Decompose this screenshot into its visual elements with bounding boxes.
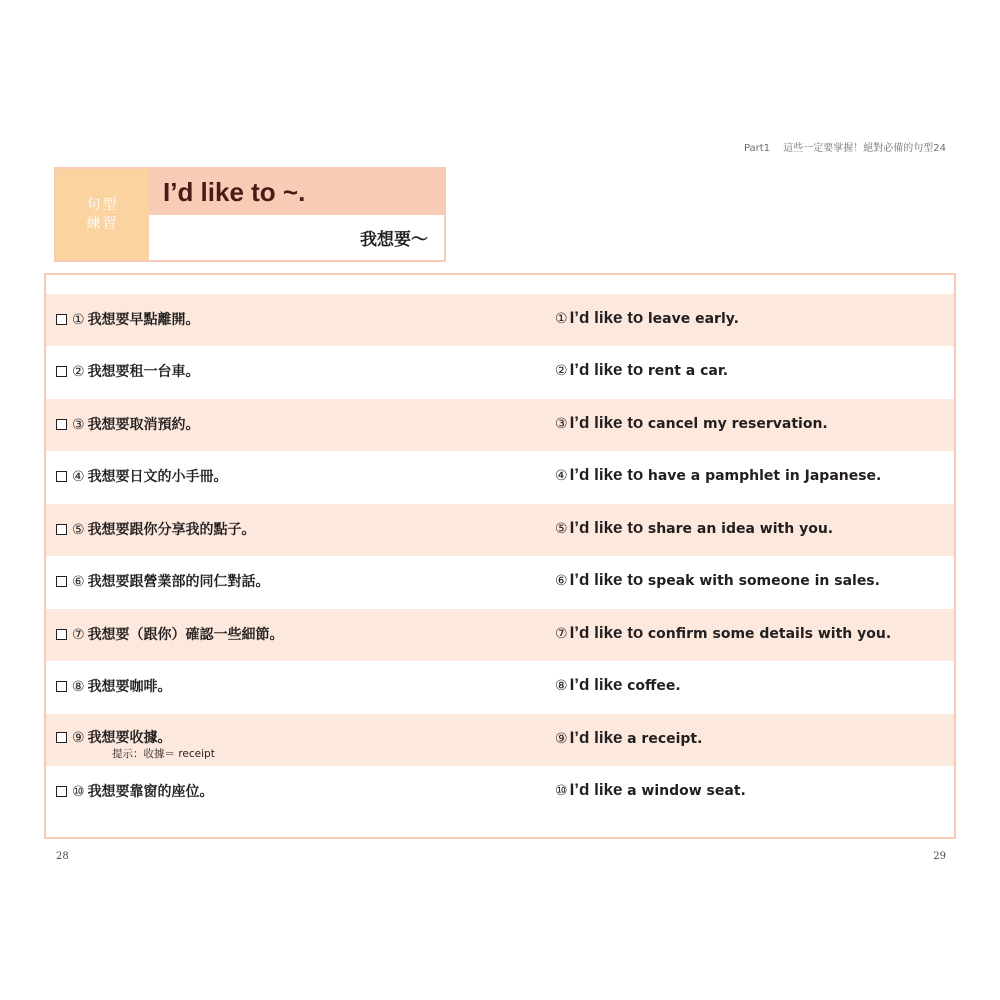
- item-number: ②: [72, 364, 85, 380]
- exercise-row: [46, 766, 954, 818]
- exercise-answer: [555, 570, 880, 590]
- exercise-row: [46, 399, 954, 451]
- running-header: [744, 139, 946, 154]
- chapter-subtitle: 這些一定要掌握！絕對必備的句型24: [783, 143, 946, 154]
- checkbox-icon[interactable]: [56, 786, 67, 797]
- answer-pattern: I’d like to: [569, 570, 644, 589]
- pattern-chinese: 我想要～: [360, 230, 428, 250]
- answer-pattern: I’d like to: [569, 623, 644, 642]
- answer-number: ②: [555, 363, 568, 379]
- answer-rest: coffee.: [627, 678, 681, 694]
- prompt-text: 我想要取消預約。: [87, 417, 200, 433]
- answer-number: ⑤: [555, 521, 568, 537]
- answer-rest: a receipt.: [627, 731, 703, 747]
- prompt-text: 我想要靠窗的座位。: [87, 784, 214, 800]
- exercise-prompt: [56, 727, 172, 747]
- pattern-english: I’d like to ~.: [149, 169, 444, 215]
- prompt-text: 我想要（跟你）確認一些細節。: [87, 627, 284, 643]
- item-number: ⑩: [72, 784, 85, 800]
- item-number: ⑨: [72, 730, 85, 746]
- exercise-row: [46, 504, 954, 556]
- answer-rest: leave early.: [647, 311, 739, 327]
- part-label: Part1: [743, 143, 771, 154]
- checkbox-icon[interactable]: [56, 524, 67, 535]
- answer-rest: share an idea with you.: [647, 521, 834, 537]
- answer-rest: a window seat.: [627, 783, 746, 799]
- exercise-answer: [555, 360, 728, 380]
- exercise-row: [46, 661, 954, 713]
- pattern-title-main: [149, 169, 444, 260]
- checkbox-icon[interactable]: [56, 471, 67, 482]
- answer-rest: cancel my reservation.: [647, 416, 828, 432]
- exercise-row: [46, 451, 954, 503]
- page-number-left: 28: [56, 851, 69, 862]
- exercise-row: [46, 294, 954, 346]
- exercise-row: [46, 609, 954, 661]
- answer-number: ⑥: [555, 573, 568, 589]
- checkbox-icon[interactable]: [56, 419, 67, 430]
- answer-rest: have a pamphlet in Japanese.: [647, 468, 882, 484]
- exercise-answer: [555, 413, 828, 433]
- exercise-prompt: [56, 519, 256, 539]
- answer-number: ⑨: [555, 731, 568, 747]
- exercise-prompt: [56, 571, 270, 591]
- prompt-text: 我想要租一台車。: [87, 364, 200, 380]
- exercise-answer: [555, 780, 746, 800]
- tag-line-2: 練習: [86, 215, 119, 232]
- item-number: ①: [72, 312, 85, 328]
- exercise-prompt: [56, 309, 200, 329]
- exercise-prompt: [56, 466, 228, 486]
- answer-pattern: I’d like: [569, 675, 623, 694]
- checkbox-icon[interactable]: [56, 681, 67, 692]
- answer-pattern: I’d like to: [569, 465, 644, 484]
- page-number-right: 29: [933, 851, 946, 862]
- exercise-answer: [555, 308, 739, 328]
- item-number: ⑧: [72, 679, 85, 695]
- checkbox-icon[interactable]: [56, 314, 67, 325]
- exercise-answer: [555, 675, 681, 695]
- pattern-title-block: [54, 167, 446, 262]
- prompt-text: 我想要日文的小手冊。: [87, 469, 228, 485]
- answer-rest: rent a car.: [647, 363, 729, 379]
- answer-number: ⑩: [555, 783, 568, 799]
- tag-line-1: 句型: [86, 196, 119, 213]
- item-number: ⑥: [72, 574, 85, 590]
- prompt-text: 我想要收據。: [87, 730, 172, 746]
- prompt-text: 我想要跟營業部的同仁對話。: [87, 574, 270, 590]
- checkbox-icon[interactable]: [56, 576, 67, 587]
- hint-text: 提示：收據＝ receipt: [112, 748, 215, 760]
- checkbox-icon[interactable]: [56, 732, 67, 743]
- exercise-panel: [44, 273, 956, 839]
- answer-pattern: I’d like to: [569, 360, 644, 379]
- exercise-prompt: [56, 361, 200, 381]
- answer-number: ④: [555, 468, 568, 484]
- answer-pattern: I’d like to: [569, 413, 644, 432]
- pattern-practice-tag: [56, 169, 149, 260]
- answer-pattern: I’d like: [569, 728, 623, 747]
- exercise-answer: [555, 623, 891, 643]
- exercise-row: [46, 556, 954, 608]
- prompt-text: 我想要早點離開。: [87, 312, 200, 328]
- exercise-prompt: [56, 414, 200, 434]
- exercise-answer: [555, 728, 702, 748]
- exercise-row: [46, 346, 954, 398]
- answer-number: ①: [555, 311, 568, 327]
- answer-number: ⑦: [555, 626, 568, 642]
- item-number: ④: [72, 469, 85, 485]
- answer-number: ⑧: [555, 678, 568, 694]
- answer-rest: speak with someone in sales.: [647, 573, 880, 589]
- checkbox-icon[interactable]: [56, 629, 67, 640]
- exercise-prompt: [56, 676, 172, 696]
- exercise-prompt: [56, 624, 284, 644]
- exercise-row: [46, 714, 954, 766]
- answer-pattern: I’d like: [569, 780, 623, 799]
- exercise-answer: [555, 518, 833, 538]
- prompt-text: 我想要咖啡。: [87, 679, 172, 695]
- prompt-text: 我想要跟你分享我的點子。: [87, 522, 256, 538]
- item-number: ⑦: [72, 627, 85, 643]
- answer-pattern: I’d like to: [569, 518, 644, 537]
- item-number: ⑤: [72, 522, 85, 538]
- item-number: ③: [72, 417, 85, 433]
- answer-rest: confirm some details with you.: [647, 626, 892, 642]
- exercise-prompt: [56, 781, 214, 801]
- answer-pattern: I’d like to: [569, 308, 644, 327]
- checkbox-icon[interactable]: [56, 366, 67, 377]
- exercise-answer: [555, 465, 881, 485]
- answer-number: ③: [555, 416, 568, 432]
